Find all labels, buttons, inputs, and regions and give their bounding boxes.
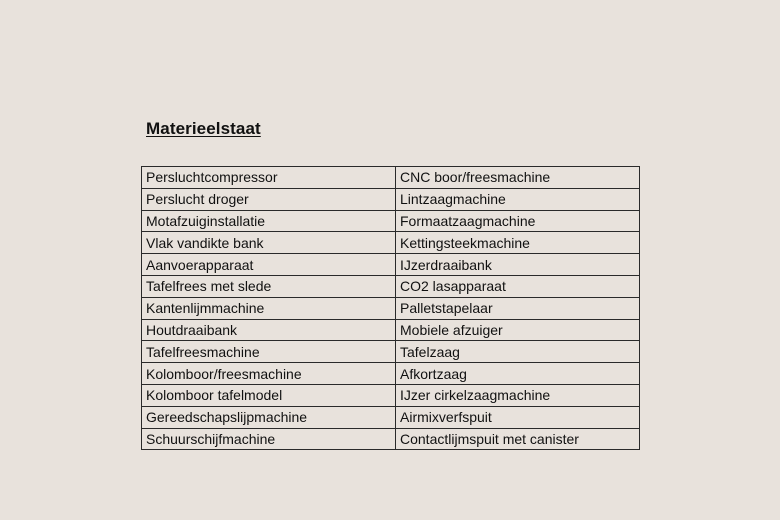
- equipment-table-body: [142, 167, 640, 450]
- table-row: [142, 297, 640, 319]
- table-row: [142, 167, 640, 189]
- table-row: [142, 188, 640, 210]
- table-cell-right: CNC boor/freesmachine: [396, 167, 640, 189]
- table-row: [142, 275, 640, 297]
- table-row: [142, 232, 640, 254]
- table-cell-right: Airmixverfspuit: [396, 406, 640, 428]
- table-cell-left: Kolomboor tafelmodel: [142, 384, 396, 406]
- table-cell-left: Aanvoerapparaat: [142, 254, 396, 276]
- table-cell-left: Kolomboor/freesmachine: [142, 363, 396, 385]
- table-cell-right: Mobiele afzuiger: [396, 319, 640, 341]
- table-cell-left: Kantenlijmmachine: [142, 297, 396, 319]
- page-title: Materieelstaat: [146, 119, 261, 138]
- table-cell-right: CO2 lasapparaat: [396, 275, 640, 297]
- table-cell-right: Tafelzaag: [396, 341, 640, 363]
- table-cell-left: Gereedschapslijpmachine: [142, 406, 396, 428]
- table-row: [142, 428, 640, 450]
- table-row: [142, 341, 640, 363]
- equipment-table: [141, 166, 640, 450]
- table-cell-right: Formaatzaagmachine: [396, 210, 640, 232]
- table-row: [142, 254, 640, 276]
- table-cell-right: Afkortzaag: [396, 363, 640, 385]
- table-row: [142, 319, 640, 341]
- table-cell-left: Perslucht droger: [142, 188, 396, 210]
- table-cell-left: Vlak vandikte bank: [142, 232, 396, 254]
- table-cell-left: Houtdraaibank: [142, 319, 396, 341]
- table-cell-right: IJzer cirkelzaagmachine: [396, 384, 640, 406]
- table-cell-left: Tafelfreesmachine: [142, 341, 396, 363]
- table-cell-right: Lintzaagmachine: [396, 188, 640, 210]
- table-cell-left: Tafelfrees met slede: [142, 275, 396, 297]
- table-row: [142, 406, 640, 428]
- table-cell-right: Kettingsteekmachine: [396, 232, 640, 254]
- table-row: [142, 210, 640, 232]
- table-cell-left: Motafzuiginstallatie: [142, 210, 396, 232]
- table-row: [142, 384, 640, 406]
- table-cell-right: Palletstapelaar: [396, 297, 640, 319]
- table-cell-right: IJzerdraaibank: [396, 254, 640, 276]
- table-cell-right: Contactlijmspuit met canister: [396, 428, 640, 450]
- table-cell-left: Persluchtcompressor: [142, 167, 396, 189]
- table-cell-left: Schuurschijfmachine: [142, 428, 396, 450]
- table-row: [142, 363, 640, 385]
